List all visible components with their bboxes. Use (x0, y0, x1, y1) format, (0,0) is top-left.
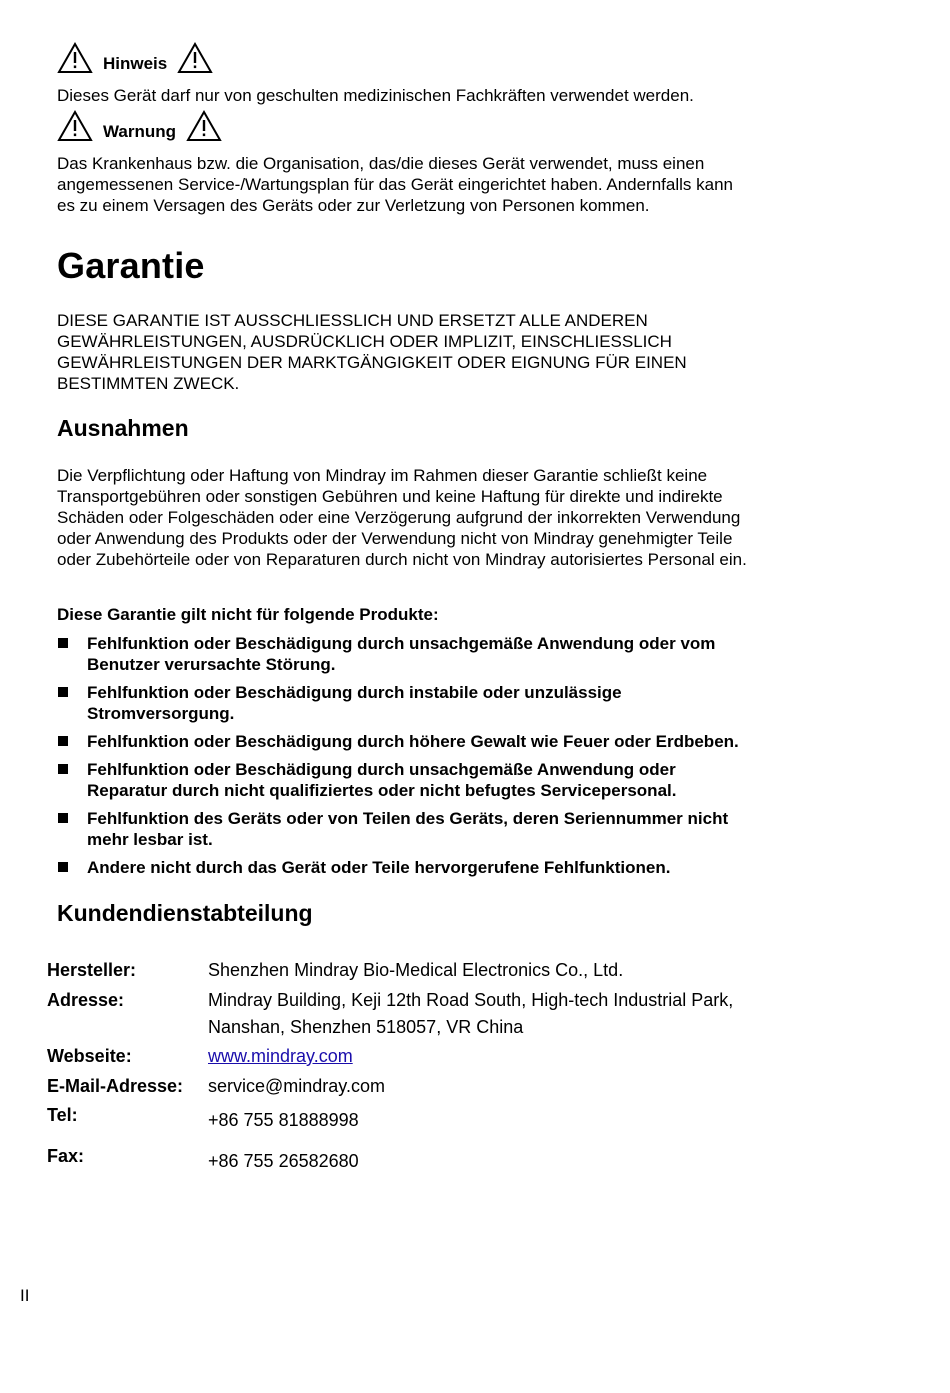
contact-value-webseite (208, 1044, 733, 1076)
text-line: Fehlfunktion oder Beschädigung durch höhere Gewalt wie Feuer oder Erdbeben. (87, 732, 739, 751)
table-row (47, 1044, 733, 1076)
notice-hinweis-header (57, 42, 213, 74)
section-heading-kundendienst: Kundendienstabteilung (57, 900, 313, 926)
text-line: DIESE GARANTIE IST AUSSCHLIESSLICH UND ERSETZT ALLE ANDEREN (57, 311, 648, 330)
garantie-disclaimer (57, 310, 687, 394)
section-heading-ausnahmen: Ausnahmen (57, 415, 189, 441)
contact-value-tel: +86 755 81888998 (208, 1110, 359, 1130)
text-line: Fehlfunktion oder Beschädigung durch unsachgemäße Anwendung oder (87, 760, 676, 779)
notice-warnung-header (57, 110, 222, 142)
bullet-square-icon (58, 736, 68, 746)
bullet-square-icon (58, 687, 68, 697)
text-line: angemessenen Service-/Wartungsplan für das Gerät eingerichtet haben. Andernfalls kann (57, 175, 733, 194)
exclusions-list (57, 633, 837, 885)
table-row (47, 960, 733, 990)
list-item (57, 808, 837, 850)
bullet-square-icon (58, 638, 68, 648)
text-line: oder Zubehörteile oder von Reparaturen durch nicht von Mindray autorisiertes Personal ein. (57, 550, 747, 569)
text-line: GEWÄHRLEISTUNGEN, AUSDRÜCKLICH ODER IMPLIZIT, EINSCHLIESSLICH (57, 332, 672, 351)
contact-table (47, 960, 733, 1172)
text-line: Das Krankenhaus bzw. die Organisation, das/die dieses Gerät verwendet, muss einen (57, 154, 705, 173)
list-item (57, 857, 837, 878)
text-line: Benutzer verursachte Störung. (87, 655, 336, 674)
bullet-square-icon (58, 862, 68, 872)
website-link[interactable]: www.mindray.com (208, 1046, 353, 1066)
text-line: Nanshan, Shenzhen 518057, VR China (208, 1017, 524, 1037)
list-item (57, 731, 837, 752)
text-line: Die Verpflichtung oder Haftung von Mindray im Rahmen dieser Garantie schließt keine (57, 466, 708, 485)
text-line: BESTIMMTEN ZWECK. (57, 374, 240, 393)
text-line: oder Anwendung des Produkts oder der Verwendung nicht von Mindray genehmigter Teile (57, 529, 733, 548)
notice-warnung-text (57, 153, 733, 216)
contact-value-hersteller: Shenzhen Mindray Bio-Medical Electronics Co., Ltd. (208, 960, 624, 980)
warning-triangle-icon (177, 42, 213, 74)
contact-label-webseite: Webseite: (47, 1046, 132, 1066)
table-row (47, 1105, 733, 1146)
list-item (57, 759, 837, 801)
list-item (57, 682, 837, 724)
warning-triangle-icon (57, 42, 93, 74)
table-row (47, 1076, 733, 1105)
page-number: II (20, 1286, 30, 1305)
contact-label-tel: Tel: (47, 1105, 78, 1125)
contact-label-fax: Fax: (47, 1146, 85, 1166)
warning-triangle-icon (186, 110, 222, 142)
text-line: mehr lesbar ist. (87, 830, 213, 849)
text-line: Schäden oder Folgeschäden oder eine Verzögerung aufgrund der inkorrekten Verwendung (57, 508, 741, 527)
warning-triangle-icon (57, 110, 93, 142)
text-line: Mindray Building, Keji 12th Road South, High-tech Industrial Park, (208, 990, 734, 1010)
ausnahmen-body (57, 465, 747, 570)
exclusions-intro: Diese Garantie gilt nicht für folgende Produkte: (57, 605, 439, 624)
bullet-square-icon (58, 813, 68, 823)
list-item (57, 633, 837, 675)
text-line: Stromversorgung. (87, 704, 235, 723)
contact-value-adresse (208, 987, 733, 1041)
text-line: Fehlfunktion oder Beschädigung durch instabile oder unzulässige (87, 683, 622, 702)
contact-value-email: service@mindray.com (208, 1076, 385, 1096)
text-line: Fehlfunktion oder Beschädigung durch unsachgemäße Anwendung oder vom (87, 634, 716, 653)
notice-warnung-label: Warnung (103, 122, 177, 141)
contact-label-hersteller: Hersteller: (47, 960, 137, 980)
contact-value-fax: +86 755 26582680 (208, 1151, 359, 1171)
text-line: Reparatur durch nicht qualifiziertes oder nicht befugtes Servicepersonal. (87, 781, 677, 800)
text-line: Transportgebühren oder sonstigen Gebühren und keine Haftung für direkte und indirekte (57, 487, 723, 506)
contact-label-email: E-Mail-Adresse: (47, 1076, 184, 1096)
table-row (47, 1146, 733, 1172)
contact-label-adresse: Adresse: (47, 990, 125, 1010)
table-row (47, 990, 733, 1044)
text-line: Fehlfunktion des Geräts oder von Teilen des Geräts, deren Seriennummer nicht (87, 809, 729, 828)
notice-hinweis-text: Dieses Gerät darf nur von geschulten medizinischen Fachkräften verwendet werden. (57, 86, 694, 105)
notice-hinweis-label: Hinweis (103, 54, 168, 73)
page-title: Garantie (57, 245, 205, 286)
text-line: Andere nicht durch das Gerät oder Teile hervorgerufene Fehlfunktionen. (87, 858, 671, 877)
text-line: GEWÄHRLEISTUNGEN DER MARKTGÄNGIGKEIT ODER EIGNUNG FÜR EINEN (57, 353, 687, 372)
bullet-square-icon (58, 764, 68, 774)
text-line: es zu einem Versagen des Geräts oder zur Verletzung von Personen kommen. (57, 196, 650, 215)
